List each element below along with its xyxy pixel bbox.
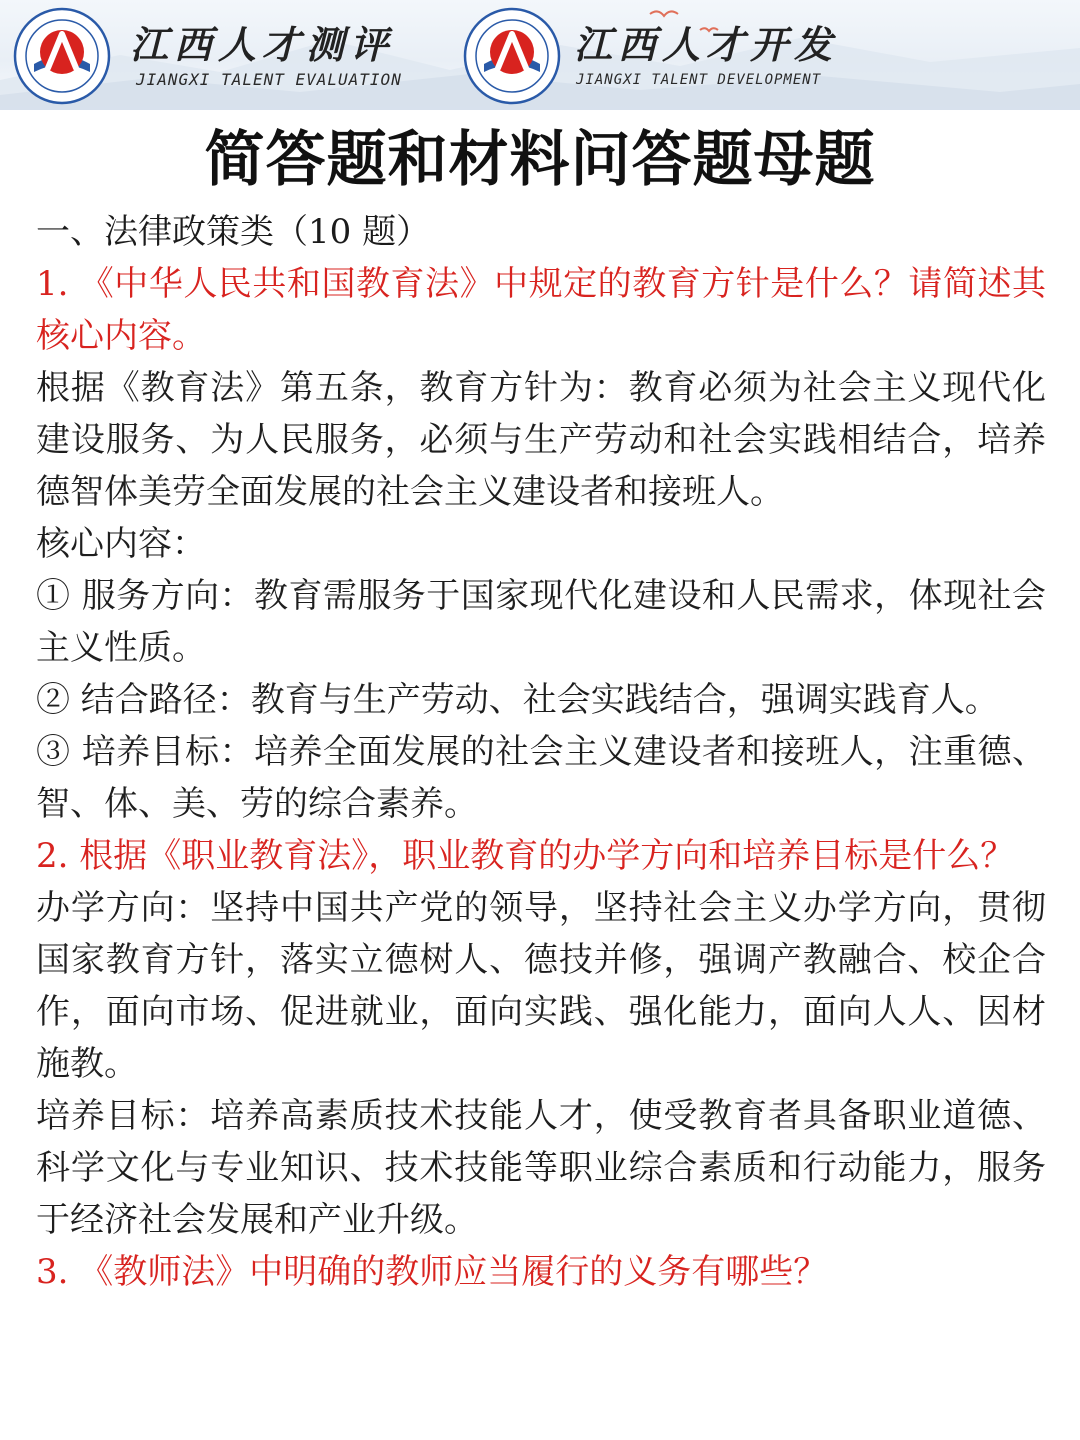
section-heading: 一、法律政策类（10 题）: [36, 212, 431, 252]
question-2: 2. 根据《职业教育法》，职业教育的办学方向和培养目标是什么？: [36, 836, 1015, 876]
brand-name-en: JIANGXI TALENT EVALUATION: [136, 70, 402, 89]
answer-paragraph: 办学方向：坚持中国共产党的领导，坚持社会主义办学方向，贯彻国家教育方针，落实立德树人、德技并修，强调产教融合、校企合作，面向市场、促进就业，面向实践、强化能力，面向人人、因材施教。: [36, 888, 1046, 1084]
document-body: [36, 206, 1046, 1298]
brand-name-cn: 江西人才开发: [574, 22, 839, 67]
answer-paragraph: ① 服务方向：教育需服务于国家现代化建设和人民需求，体现社会主义性质。: [36, 576, 1046, 668]
question-3: 3. 《教师法》中明确的教师应当履行的义务有哪些？: [36, 1252, 828, 1292]
seal-logo-icon: [462, 6, 562, 106]
brand-jiangxi-talent-evaluation: [12, 6, 432, 106]
answer-paragraph: 培养目标：培养高素质技术技能人才，使受教育者具备职业道德、科学文化与专业知识、技术技能等职业综合素质和行动能力，服务于经济社会发展和产业升级。: [36, 1096, 1046, 1240]
seal-logo-icon: [12, 6, 112, 106]
answer-paragraph: 核心内容：: [36, 524, 206, 564]
page-title: 简答题和材料问答题母题: [204, 125, 876, 195]
question-1: 1. 《中华人民共和国教育法》中规定的教育方针是什么？请简述其核心内容。: [36, 264, 1046, 356]
brand-name-en: JIANGXI TALENT DEVELOPMENT: [576, 72, 822, 88]
brand-name-cn: 江西人才测评: [130, 22, 395, 67]
header-banner: [0, 0, 1080, 110]
answer-paragraph: ② 结合路径：教育与生产劳动、社会实践结合，强调实践育人。: [36, 680, 999, 720]
answer-paragraph: 根据《教育法》第五条，教育方针为：教育必须为社会主义现代化建设服务、为人民服务，必须与生产劳动和社会实践相结合，培养德智体美劳全面发展的社会主义建设者和接班人。: [36, 368, 1046, 512]
answer-paragraph: ③ 培养目标：培养全面发展的社会主义建设者和接班人，注重德、智、体、美、劳的综合素养。: [36, 732, 1046, 824]
brand-jiangxi-talent-development: [462, 6, 882, 106]
